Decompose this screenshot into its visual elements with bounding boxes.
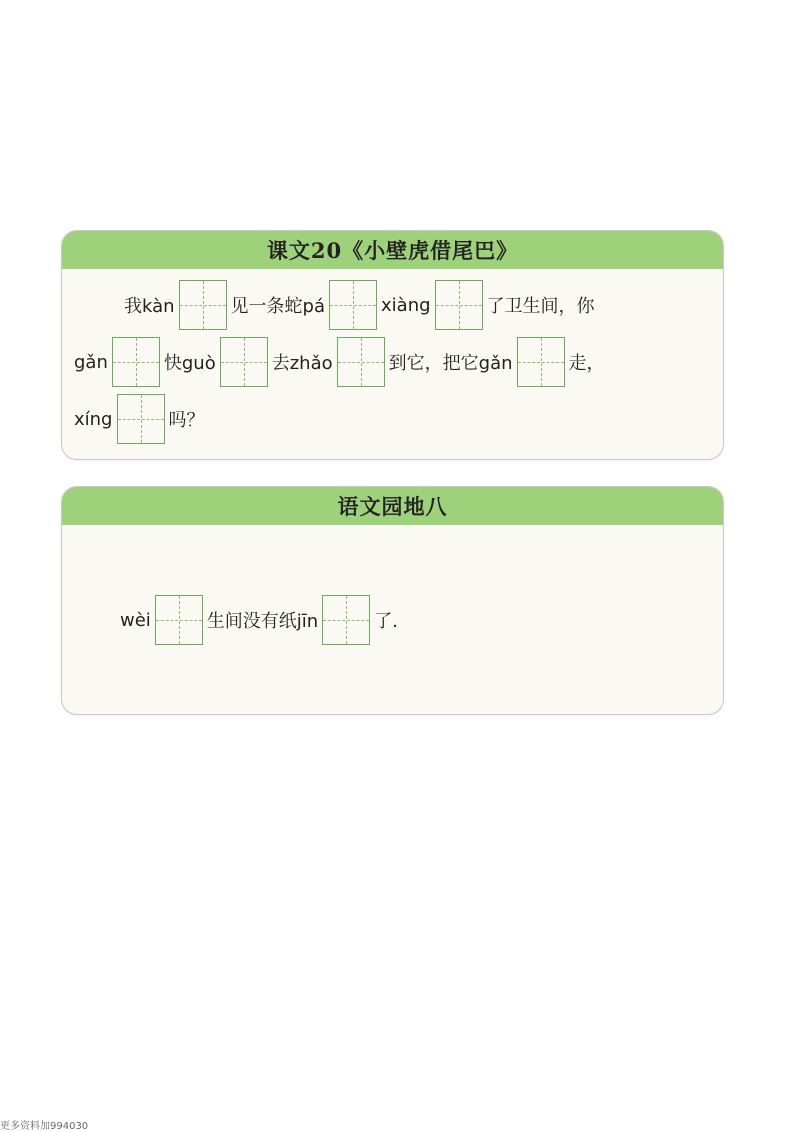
answer-box[interactable]	[112, 337, 160, 387]
footer-note: 更多资料加994030	[0, 1121, 89, 1132]
lesson-20-card	[61, 230, 724, 460]
text-segment: 见一条蛇pá	[230, 296, 326, 317]
answer-box[interactable]	[517, 337, 565, 387]
chinese-garden-8-card	[61, 486, 724, 715]
text-segment: xiàng	[381, 294, 431, 316]
text-segment: wèi	[120, 609, 151, 631]
answer-box[interactable]	[220, 337, 268, 387]
sentence-line-1	[62, 279, 723, 331]
sentence-line-3	[62, 393, 723, 445]
answer-box[interactable]	[329, 280, 377, 330]
answer-box[interactable]	[155, 595, 203, 645]
sentence-line-1	[62, 594, 723, 646]
text-segment: 到它，把它gǎn	[388, 353, 513, 374]
answer-box[interactable]	[337, 337, 385, 387]
answer-box[interactable]	[179, 280, 227, 330]
answer-box[interactable]	[117, 394, 165, 444]
sentence-line-2	[62, 336, 723, 388]
text-segment: 生间没有纸jīn	[206, 611, 319, 632]
answer-box[interactable]	[435, 280, 483, 330]
card-title: 课文20《小壁虎借尾巴》	[62, 231, 723, 269]
card-title: 语文园地八	[62, 487, 723, 525]
text-segment: 走，	[568, 353, 605, 374]
text-segment: 了.	[374, 611, 398, 632]
text-segment: 了卫生间，你	[486, 296, 595, 317]
text-segment: gǎn	[74, 351, 108, 373]
text-segment: xíng	[74, 408, 113, 430]
answer-box[interactable]	[322, 595, 370, 645]
text-segment: 去zhǎo	[271, 353, 333, 374]
text-segment: 吗？	[168, 410, 205, 431]
text-segment: 我kàn	[124, 296, 175, 317]
text-segment: 快guò	[163, 353, 216, 374]
